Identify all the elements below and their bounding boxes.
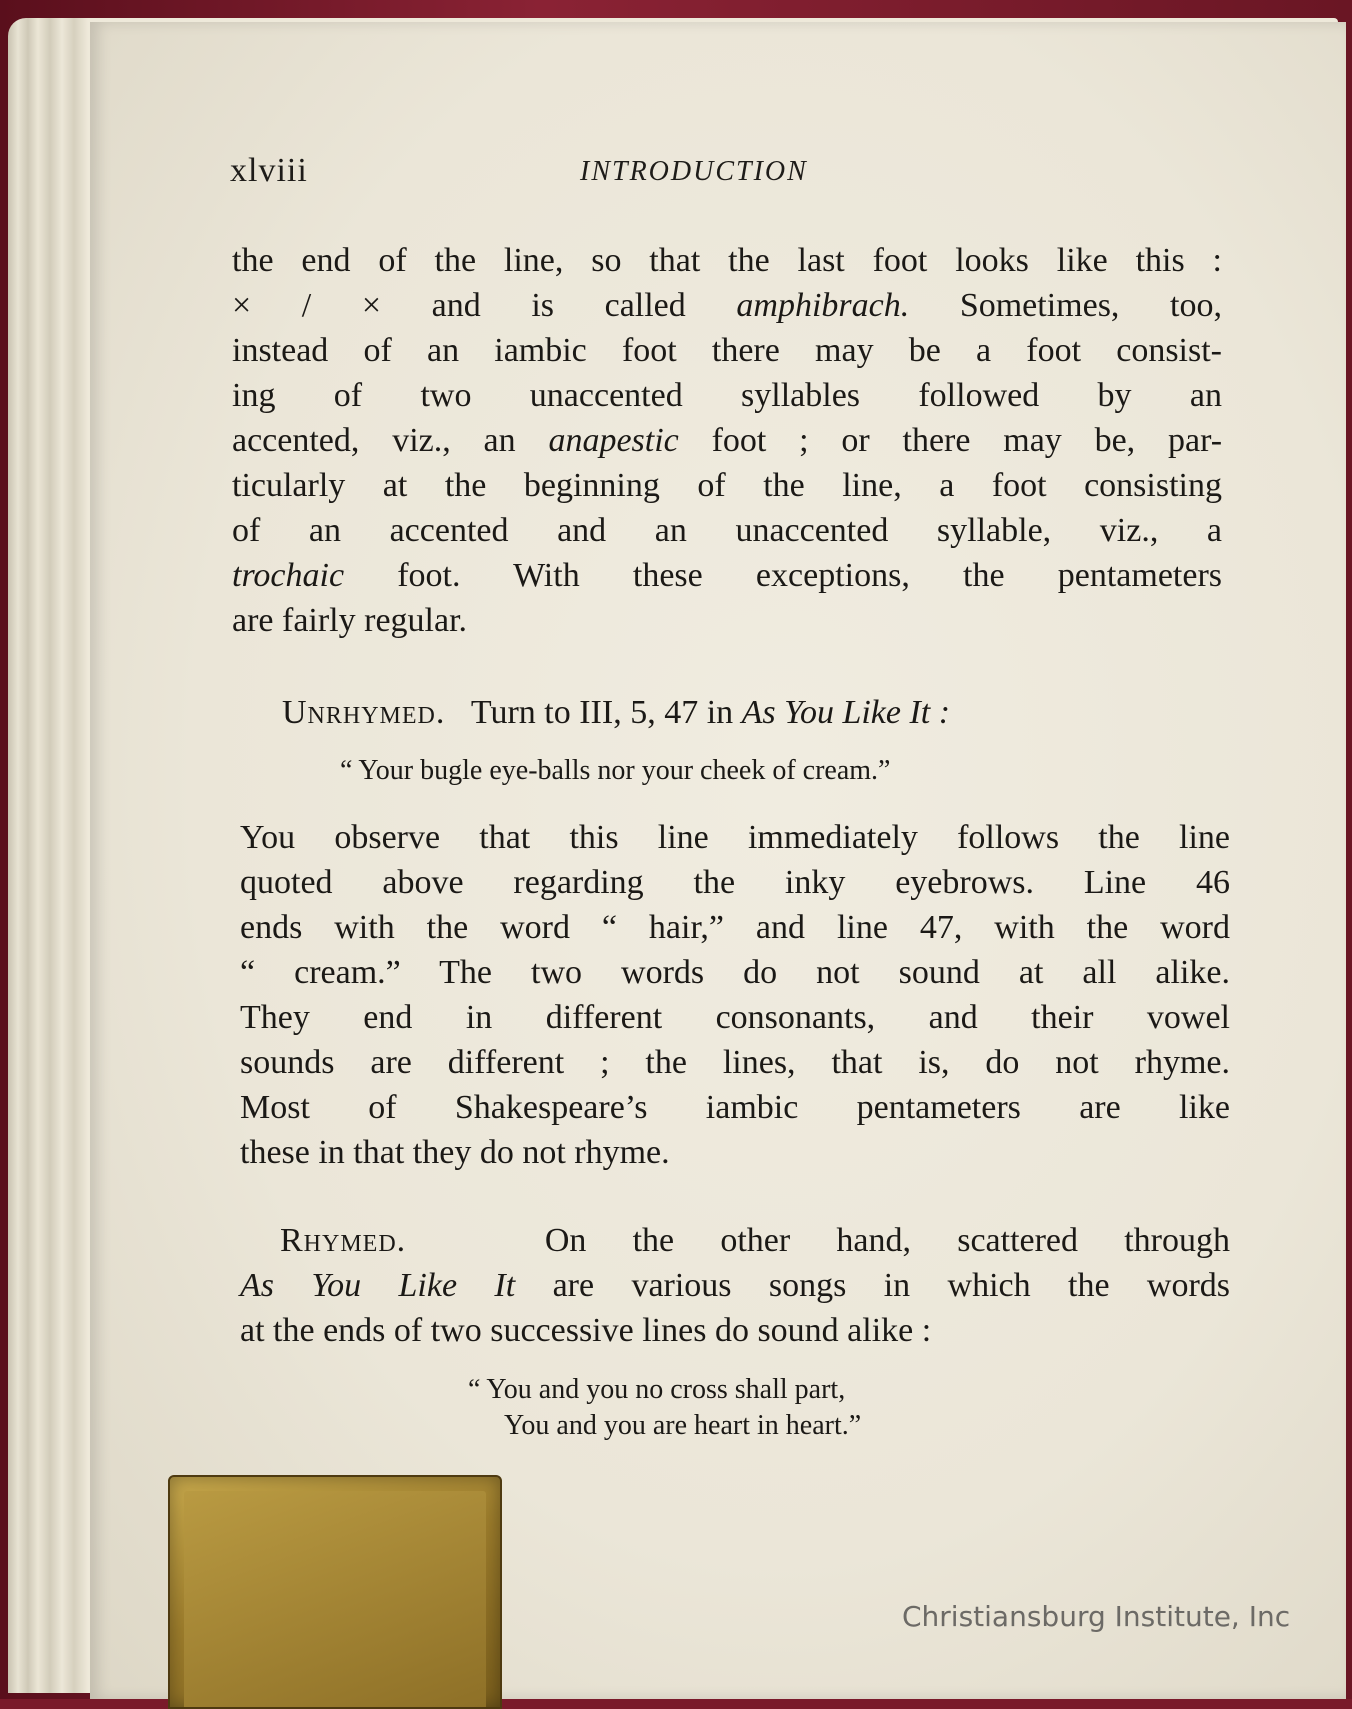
- text-line: You observe that this line immediately follows the line: [240, 819, 1230, 856]
- text-line: “ cream.” The two words do not sound at all alike.: [240, 954, 1230, 991]
- term-amphibrach: amphibrach.: [736, 287, 910, 324]
- paragraph-rhymed: [240, 1218, 1230, 1353]
- page-header: [230, 152, 1230, 192]
- quote-line: You and you are heart in heart.”: [504, 1410, 862, 1441]
- text-line: Unrhymed. Turn to III, 5, 47 in As You Like It :: [282, 694, 951, 731]
- text-line: these in that they do not rhyme.: [240, 1134, 670, 1171]
- text-line: Most of Shakespeare’s iambic pentameters are like: [240, 1089, 1230, 1126]
- paragraph-meter-exceptions: [232, 238, 1222, 643]
- text-line: of an accented and an unaccented syllable, viz., a: [232, 512, 1222, 549]
- text-line: are fairly regular.: [232, 602, 468, 639]
- term-trochaic: trochaic: [232, 557, 345, 594]
- text-line: quoted above regarding the inky eyebrows. Line 46: [240, 864, 1230, 901]
- paragraph-rhyme-explanation: [240, 815, 1230, 1175]
- paragraph-unrhymed: [282, 690, 1222, 735]
- text-line: instead of an iambic foot there may be a foot consist-: [232, 332, 1222, 369]
- text-line: accented, viz., an anapestic foot ; or there may be, par-: [232, 422, 1223, 459]
- text-line: ing of two unaccented syllables followed by an: [232, 377, 1222, 414]
- text-line: ticularly at the beginning of the line, a foot consisting: [232, 467, 1222, 504]
- text-line: at the ends of two successive lines do sound alike :: [240, 1312, 932, 1349]
- text-line: trochaic foot. With these exceptions, the pentameters: [232, 557, 1222, 594]
- text-line: ends with the word “ hair,” and line 47, with the word: [240, 909, 1230, 946]
- watermark: Christiansburg Institute, Inc: [902, 1600, 1291, 1633]
- play-title: As You Like It :: [741, 694, 951, 731]
- section-heading-rhymed: Rhymed.: [280, 1222, 407, 1259]
- text-line: They end in different consonants, and their vowel: [240, 999, 1230, 1036]
- song-quotation: [468, 1372, 1068, 1444]
- page-number: xlviii: [230, 152, 308, 189]
- term-anapestic: anapestic: [548, 422, 679, 459]
- play-title: As You Like It: [240, 1267, 516, 1304]
- section-heading-unrhymed: Unrhymed.: [282, 694, 446, 731]
- quote-line: “ You and you no cross shall part,: [468, 1374, 846, 1405]
- quotation: “ Your bugle eye-balls nor your cheek of cream.”: [340, 755, 891, 786]
- text-line: the end of the line, so that the last foot looks like this :: [232, 242, 1222, 279]
- text-line: sounds are different ; the lines, that is, do not rhyme.: [240, 1044, 1230, 1081]
- text-line: × / × and is called amphibrach. Sometimes, too,: [232, 287, 1222, 324]
- running-head: INTRODUCTION: [580, 156, 808, 187]
- text-line: Rhymed. On the other hand, scattered through: [280, 1222, 1231, 1259]
- text-line: As You Like It are various songs in which the words: [240, 1267, 1231, 1304]
- brass-page-clip: [168, 1475, 502, 1709]
